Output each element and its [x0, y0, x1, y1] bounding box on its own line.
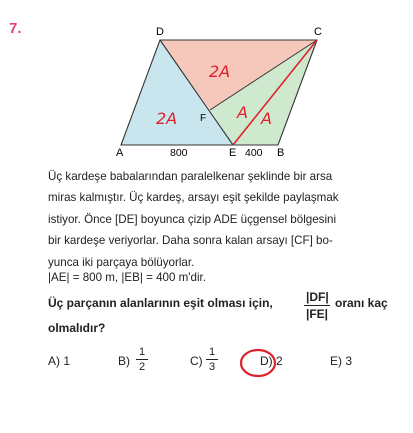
paragraph-line: yunca iki parçaya bölüyorlar. [48, 255, 195, 269]
option-value: 2 [276, 354, 283, 368]
selected-answer-circle [238, 346, 278, 380]
problem-paragraph [48, 166, 408, 273]
option-letter: D) [260, 354, 273, 368]
vertex-label-a: A [116, 147, 124, 159]
option-value: 3 [345, 354, 353, 368]
fraction-bar [136, 359, 148, 360]
question-number: 7. [9, 20, 22, 37]
option-c-fraction[interactable] [206, 346, 218, 373]
option-b-den: 2 [138, 361, 146, 373]
region-label-right2: A [261, 109, 272, 128]
segment-label-eb: 400 [245, 147, 263, 159]
vertex-label-e: E [229, 147, 237, 159]
region-label-right1: A [237, 103, 248, 122]
option-value: 1 [63, 354, 71, 368]
option-c-den: 3 [208, 361, 216, 373]
option-e[interactable] [330, 354, 352, 368]
answer-options [44, 346, 404, 386]
vertex-label-b: B [277, 147, 285, 159]
ratio-fraction [304, 290, 330, 321]
segment-label-ae: 800 [170, 147, 188, 159]
vertex-label-f: F [200, 113, 207, 124]
option-letter: A) [48, 354, 60, 368]
option-c-num: 1 [208, 346, 216, 358]
vertex-label-c: C [314, 26, 322, 38]
option-a[interactable] [48, 354, 70, 368]
paragraph-line: Üç kardeşe babalarından paralelkenar şeklinde bir arsa [48, 170, 333, 183]
option-b-letter[interactable]: B) [118, 354, 130, 368]
vertex-label-d: D [156, 26, 164, 38]
question-part3: olmalıdır? [48, 321, 106, 335]
question-part1: Üç parçanın alanlarının eşit olması için, [48, 296, 273, 310]
question-text [48, 290, 408, 350]
paragraph-line: bir kardeşe veriyorlar. Daha sonra kalan arsayı [CF] bo- [48, 234, 333, 248]
fraction-bar [206, 359, 218, 360]
region-label-left: 2A [156, 109, 178, 128]
option-b-fraction[interactable] [136, 346, 148, 373]
paragraph-line: istiyor. Önce [DE] boyunca çizip ADE üçgensel bölgesini [48, 212, 337, 226]
parallelogram-figure [0, 0, 413, 170]
ratio-numerator: |DF| [306, 290, 329, 304]
question-part2: oranı kaç [335, 296, 388, 310]
ratio-denominator: |FE| [305, 307, 329, 321]
option-letter: E) [330, 354, 342, 368]
given-lengths: |AE| = 800 m, |EB| = 400 m'dir. [48, 271, 206, 284]
paragraph-line: miras kalmıştır. Üç kardeş, arsayı eşit şekilde paylaşmak [48, 191, 339, 205]
region-label-top: 2A [209, 62, 231, 81]
option-c-letter[interactable]: C) [190, 354, 203, 368]
fraction-bar [304, 305, 330, 306]
option-b-num: 1 [138, 346, 146, 358]
